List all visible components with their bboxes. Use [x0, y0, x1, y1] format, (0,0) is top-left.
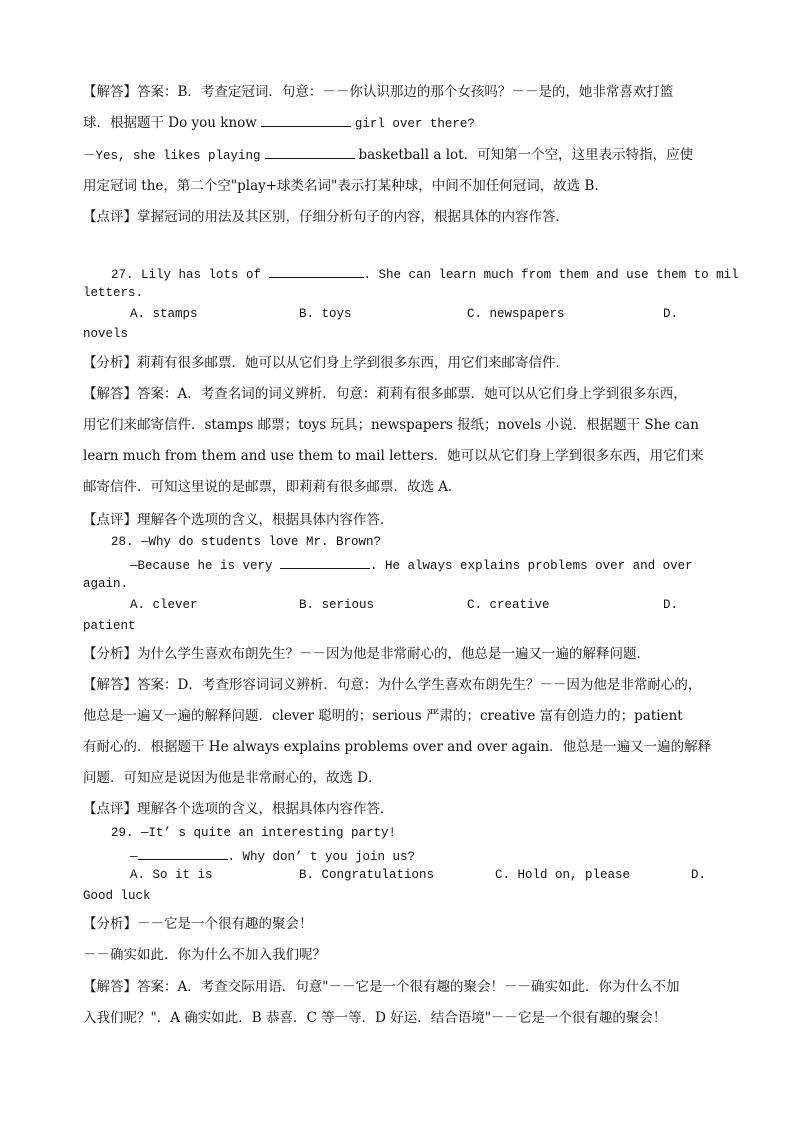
- q28-option-c: C. creative: [467, 598, 550, 612]
- answer-blank: [261, 114, 351, 127]
- q27-stem-line-2: letters.: [83, 286, 144, 300]
- q29-analysis-line-1: 【分析】－－它是一个很有趣的聚会！: [83, 916, 313, 932]
- q28-stem-line-3: again.: [83, 577, 129, 591]
- q27-analysis: 【分析】莉莉有很多邮票．她可以从它们身上学到很多东西，用它们来邮寄信件．: [83, 355, 569, 371]
- q29-analysis-line-2: －－确实如此．你为什么不加入我们呢？: [83, 947, 326, 963]
- q28-answer-line-2: 他总是一遍又一遍的解释问题．clever 聪明的；serious 严肃的；creative 富有创造力的；patient: [83, 708, 683, 724]
- q28-option-b: B. serious: [299, 598, 375, 612]
- q27-stem-line-1: 27. Lily has lots of . She can learn much from them and use them to mil: [111, 265, 739, 282]
- q27-comment: 【点评】理解各个选项的含义，根据具体内容作答．: [83, 512, 394, 528]
- q28-stem-line-2: —Because he is very . He always explains problems over and over: [130, 556, 693, 573]
- q26-answer-line-2: 球．根据题干 Do you know girl over there?: [83, 115, 475, 131]
- q28-comment: 【点评】理解各个选项的含义，根据具体内容作答．: [83, 801, 394, 817]
- q26-comment: 【点评】掌握冠词的用法及其区别，仔细分析句子的内容，根据具体的内容作答．: [83, 209, 569, 225]
- q29-option-a: A. So it is: [130, 868, 213, 882]
- q26-answer-line-4: 用定冠词 the，第二个空"play+球类名词"表示打某种球，中间不加任何冠词，故选 B．: [83, 178, 608, 194]
- q27-option-b: B. toys: [299, 307, 352, 321]
- q29-option-c: C. Hold on, please: [495, 868, 631, 882]
- q28-analysis: 【分析】为什么学生喜欢布朗先生？－－因为他是非常耐心的，他总是一遍又一遍的解释问题．: [83, 646, 650, 662]
- q28-answer-line-3: 有耐心的．根据题干 He always explains problems over and over again．他总是一遍又一遍的解释: [83, 739, 712, 755]
- q26-answer-line-3: －Yes, she likes playing basketball a lot．可知第一个空，这里表示特指，应使: [83, 147, 694, 163]
- q28-stem-line-1: 28. —Why do students love Mr. Brown?: [111, 535, 382, 549]
- q29-option-d-text: Good luck: [83, 889, 151, 903]
- q29-stem-line-1: 29. —It’ s quite an interesting party!: [111, 826, 397, 840]
- q29-option-b: B. Congratulations: [299, 868, 435, 882]
- question-blank: [138, 847, 228, 860]
- q28-option-d: D.: [663, 598, 679, 612]
- q27-answer-line-1: 【解答】答案：A．考查名词的词义辨析．句意：莉莉有很多邮票．她可以从它们身上学到很多东西，: [83, 386, 687, 402]
- q27-option-d-text: novels: [83, 327, 129, 341]
- question-blank: [280, 556, 370, 569]
- q27-option-c: C. newspapers: [467, 307, 565, 321]
- q29-answer-line-1: 【解答】答案：A．考查交际用语．句意"－－它是一个很有趣的聚会！－－确实如此．你为什么不加: [83, 979, 680, 995]
- q27-answer-line-2: 用它们来邮寄信件．stamps 邮票；toys 玩具；newspapers 报纸；novels 小说．根据题干 She can: [83, 417, 699, 433]
- answer-blank: [265, 146, 355, 159]
- q27-option-a: A. stamps: [130, 307, 198, 321]
- q29-stem-line-2: — . Why don’ t you join us?: [130, 847, 415, 864]
- q27-option-d: D.: [663, 307, 679, 321]
- q28-option-a: A. clever: [130, 598, 198, 612]
- question-blank: [269, 265, 364, 278]
- q29-option-d: D.: [691, 868, 707, 882]
- q28-answer-line-4: 问题．可知应是说因为他是非常耐心的，故选 D．: [83, 770, 382, 786]
- q28-option-d-text: patient: [83, 619, 136, 633]
- q27-answer-line-3: learn much from them and use them to mail letters．她可以从它们身上学到很多东西，用它们来: [83, 448, 704, 464]
- q27-answer-line-4: 邮寄信件．可知这里说的是邮票，即莉莉有很多邮票．故选 A．: [83, 479, 462, 495]
- q29-answer-line-2: 入我们呢？"．A 确实如此．B 恭喜．C 等一等．D 好运．结合语境"－－它是一个很有趣的聚会！: [83, 1010, 667, 1026]
- q28-answer-line-1: 【解答】答案：D．考查形容词词义辨析．句意：为什么学生喜欢布朗先生？－－因为他是非常耐心的，: [83, 677, 702, 693]
- q26-answer-line-1: 【解答】答案：B．考查定冠词．句意：－－你认识那边的那个女孩吗？－－是的，她非常喜欢打篮: [83, 84, 674, 100]
